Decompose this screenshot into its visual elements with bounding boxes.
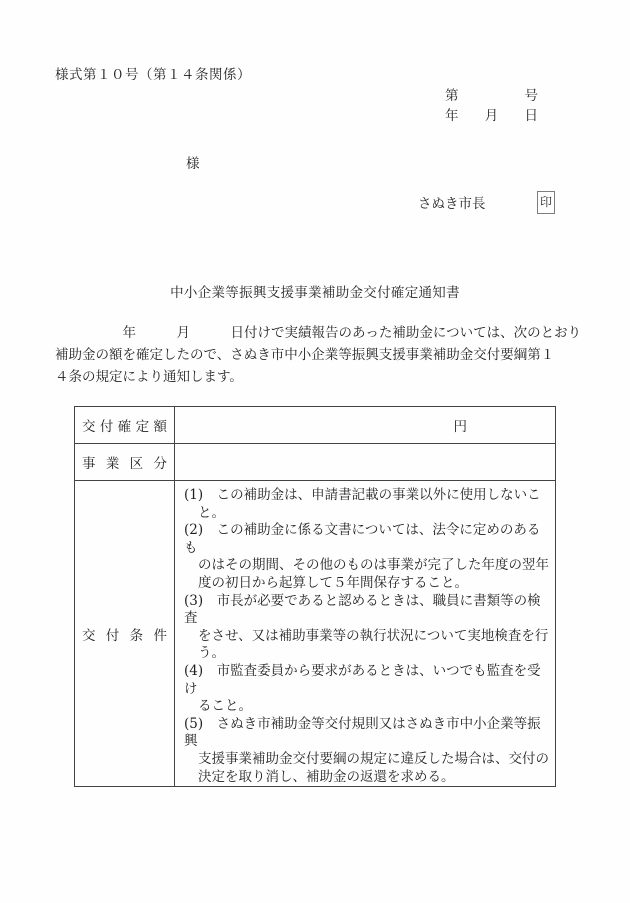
amount-value-cell: [175, 407, 556, 444]
table-row-conditions: [75, 481, 556, 787]
body-line: ４条の規定により通知します。: [55, 369, 243, 385]
category-label: 事 業 区 分: [82, 456, 167, 472]
conditions-label-cell: [75, 481, 175, 787]
doc-number-suffix: 号: [524, 88, 538, 104]
doc-number-line: [445, 86, 538, 106]
condition-line: のはその期間、その他のものは事業が完了した年度の翌年: [198, 557, 549, 574]
condition-line: (3) 市長が必要であると認めるときは、職員に書類等の検査: [184, 592, 541, 627]
seal-box: 印: [537, 191, 555, 214]
addressee-suffix: 様: [186, 156, 200, 172]
date-year-label: 年: [445, 108, 459, 124]
category-label-cell: [75, 444, 175, 481]
body-line: 補助金の額を確定したので、さぬき市中小企業等振興支援事業補助金交付要綱第１: [55, 347, 555, 363]
yen-unit-label: 円: [453, 419, 467, 435]
condition-line: と。: [198, 504, 225, 521]
form-number: 様式第１０号（第１４条関係）: [55, 67, 251, 83]
condition-line: 決定を取り消し、補助金の返還を求める。: [198, 768, 455, 785]
amount-label-cell: [75, 407, 175, 444]
body-line: 年 月 日付けで実績報告のあった補助金については、次のとおり: [55, 325, 582, 341]
condition-line: (5) さぬき市補助金等交付規則又はさぬき市中小企業等振興: [184, 715, 541, 750]
document-title: 中小企業等振興支援事業補助金交付確定通知書: [170, 285, 460, 301]
condition-line: (1) この補助金は、申請書記載の事業以外に使用しないこ: [184, 487, 541, 503]
category-value-cell: [175, 444, 556, 481]
conditions-label: 交 付 条 件: [82, 627, 167, 644]
date-line: [445, 106, 538, 126]
condition-line: (4) 市監査委員から要求があるときは、いつでも監査を受け: [184, 662, 541, 697]
amount-label: 交 付 確 定 額: [82, 419, 167, 435]
table-row-category: [75, 444, 556, 481]
body-paragraph: [55, 322, 582, 388]
condition-line: 度の初日から起算して５年間保存すること。: [198, 574, 468, 591]
date-day-label: 日: [524, 108, 538, 124]
conditions-list: [184, 487, 549, 786]
table-row-amount: [75, 407, 556, 444]
conditions-value-cell: [175, 481, 556, 787]
condition-line: ること。: [198, 698, 252, 715]
condition-line: う。: [198, 645, 225, 662]
grant-table: [74, 406, 556, 787]
condition-line: をさせ、又は補助事業等の執行状況について実地検査を行: [198, 627, 549, 644]
doc-number-block: [445, 86, 538, 126]
condition-line: 支援事業補助金交付要綱の規定に違反した場合は、交付の: [198, 750, 549, 767]
date-month-label: 月: [484, 108, 499, 124]
doc-number-prefix: 第: [445, 88, 459, 104]
condition-line: (2) この補助金に係る文書については、法令に定めのあるも: [184, 522, 541, 556]
issuer-row: [418, 190, 555, 214]
issuer-name: さぬき市長: [418, 196, 486, 212]
